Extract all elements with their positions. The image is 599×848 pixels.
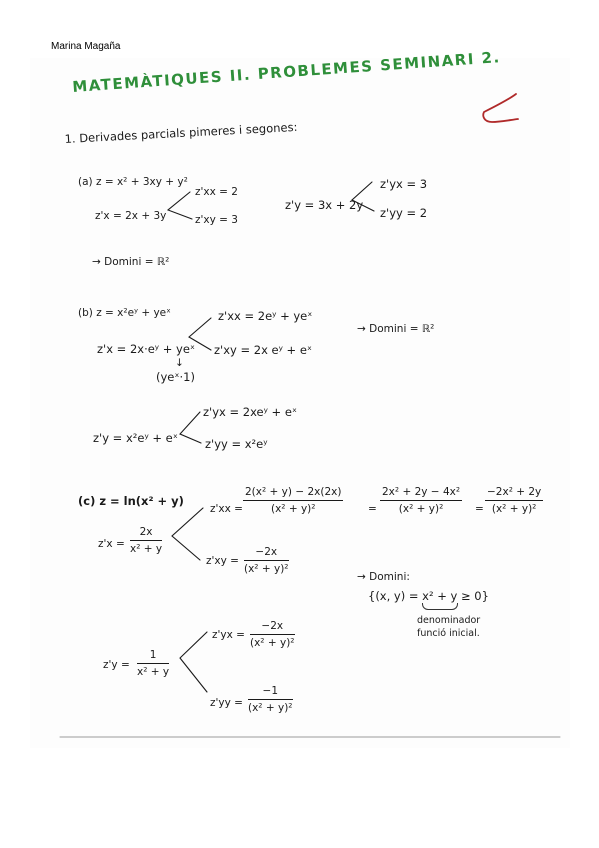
part-c-zxy-label: z'xy = bbox=[206, 555, 239, 567]
numerator: −2x² + 2y bbox=[487, 486, 542, 498]
denominator: (x² + y)² bbox=[270, 503, 316, 515]
part-b-zxx: z'xx = 2eʸ + yeˣ bbox=[218, 309, 313, 323]
part-c-domain-note-2: funció inicial. bbox=[417, 628, 480, 639]
part-c-zy-label: z'y = bbox=[103, 659, 130, 671]
part-c-zyy-fraction bbox=[248, 685, 293, 714]
denominator: (x² + y)² bbox=[248, 702, 293, 714]
part-c-zxx-fraction-2 bbox=[380, 486, 462, 515]
part-c-zyx-fraction bbox=[250, 620, 295, 649]
denominator: (x² + y)² bbox=[244, 563, 289, 575]
part-a-zxx: z'xx = 2 bbox=[195, 186, 238, 198]
part-c-zxx-label: z'xx = bbox=[210, 503, 243, 515]
down-arrow-icon: ↓ bbox=[175, 357, 184, 369]
part-c-zxx-fraction-1 bbox=[243, 486, 343, 515]
underbrace bbox=[422, 603, 458, 610]
numerator: −2x bbox=[255, 546, 278, 558]
part-c-zxy-fraction bbox=[244, 546, 289, 575]
part-c-zy-fraction bbox=[137, 649, 169, 678]
part-a-zy: z'y = 3x + 2y bbox=[285, 198, 364, 212]
numerator: −1 bbox=[262, 685, 278, 697]
part-c-zx-label: z'x = bbox=[98, 538, 125, 550]
scanned-sheet bbox=[30, 58, 570, 748]
part-b-zyy: z'yy = x²eʸ bbox=[205, 437, 268, 451]
part-c-zxx-fraction-3 bbox=[485, 486, 543, 515]
equals-sign: = bbox=[368, 503, 377, 515]
denominator: x² + y bbox=[130, 543, 163, 555]
part-b-domain: → Domini = ℝ² bbox=[357, 323, 435, 335]
page-title: MATEMÀTIQUES II. PROBLEMES SEMINARI 2. bbox=[71, 48, 502, 96]
denominator: (x² + y)² bbox=[491, 503, 537, 515]
part-a-function: (a) z = x² + 3xy + y² bbox=[78, 176, 188, 188]
part-b-zxy: z'xy = 2x eʸ + eˣ bbox=[214, 343, 313, 357]
part-c-domain-label: → Domini: bbox=[357, 571, 410, 583]
part-b-zyx: z'yx = 2xeʸ + eˣ bbox=[203, 405, 298, 419]
numerator: 1 bbox=[149, 649, 157, 661]
numerator: 2x bbox=[139, 526, 153, 538]
numerator: 2(x² + y) − 2x(2x) bbox=[245, 486, 342, 498]
part-a-zyy: z'yy = 2 bbox=[380, 206, 428, 220]
part-c-zyx-label: z'yx = bbox=[212, 629, 245, 641]
part-c-zx-fraction bbox=[130, 526, 162, 555]
equals-sign: = bbox=[475, 503, 484, 515]
part-c-function: (c) z = ln(x² + y) bbox=[78, 494, 184, 508]
part-a-domain: → Domini = ℝ² bbox=[92, 256, 170, 268]
part-b-zx: z'x = 2x·eʸ + yeˣ bbox=[97, 342, 196, 356]
part-a-zx: z'x = 2x + 3y bbox=[95, 210, 167, 222]
author-name: Marina Magaña bbox=[51, 41, 121, 52]
part-a-zxy: z'xy = 3 bbox=[195, 214, 238, 226]
part-b-zx-note: (yeˣ·1) bbox=[156, 370, 195, 384]
part-b-function: (b) z = x²eʸ + yeˣ bbox=[78, 307, 171, 319]
part-a-zyx: z'yx = 3 bbox=[380, 177, 428, 191]
denominator: (x² + y)² bbox=[398, 503, 444, 515]
numerator: −2x bbox=[261, 620, 284, 632]
problem-heading: 1. Derivades parcials pimeres i segones: bbox=[64, 119, 298, 146]
denominator: (x² + y)² bbox=[250, 637, 295, 649]
denominator: x² + y bbox=[137, 666, 170, 678]
part-b-zy: z'y = x²eʸ + eˣ bbox=[93, 431, 178, 445]
part-c-zyy-label: z'yy = bbox=[210, 697, 243, 709]
numerator: 2x² + 2y − 4x² bbox=[382, 486, 461, 498]
part-c-domain-note-1: denominador bbox=[417, 615, 481, 626]
checkmark-icon bbox=[478, 92, 520, 126]
part-c-domain-set: {(x, y) = x² + y ≥ 0} bbox=[368, 589, 489, 603]
